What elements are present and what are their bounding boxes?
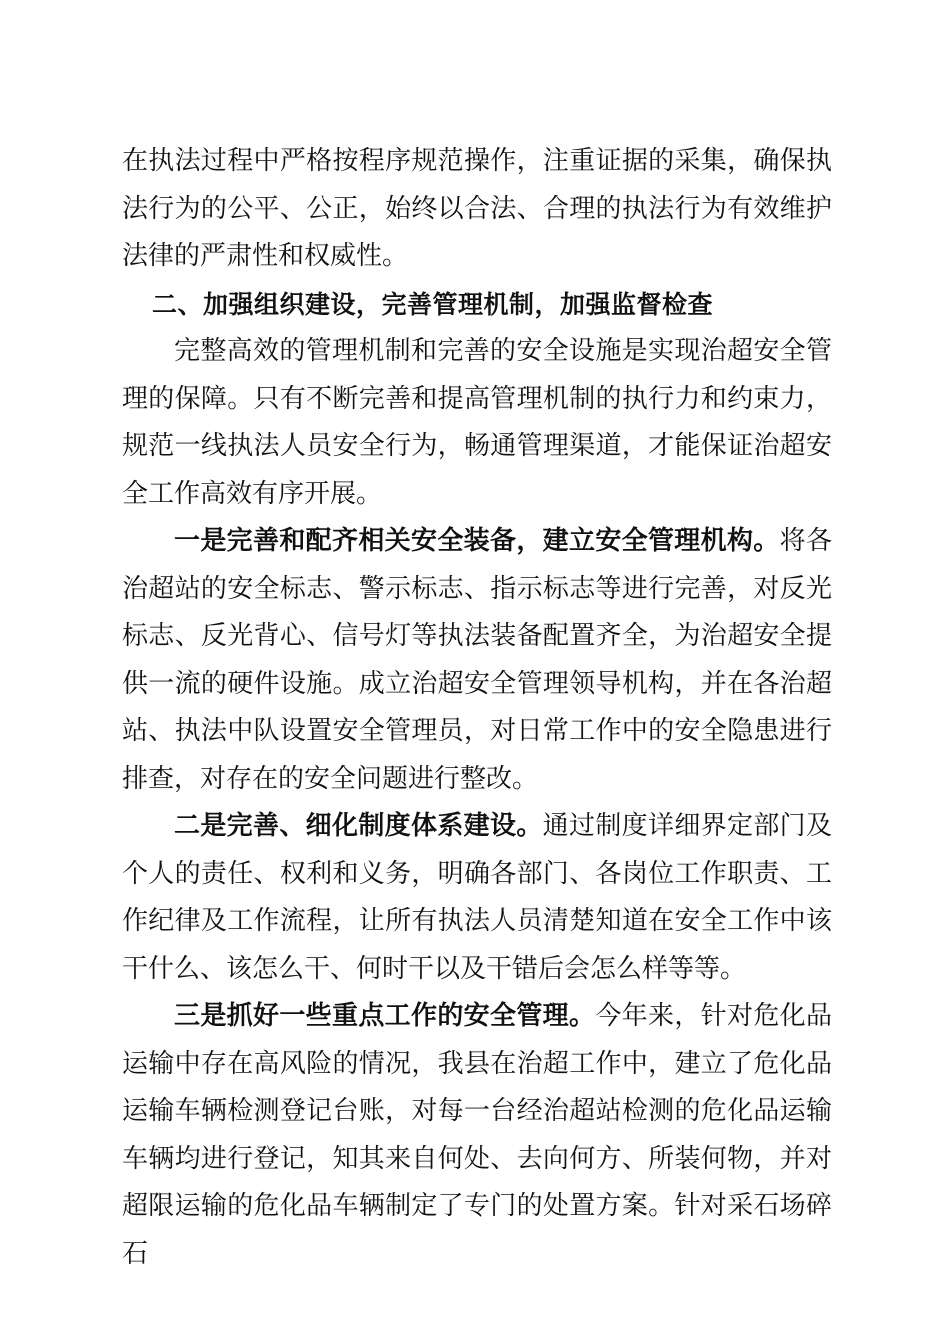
- point-one-lead: 一是完善和配齐相关安全装备，建立安全管理机构。: [174, 526, 780, 556]
- paragraph-point-one: [122, 518, 832, 803]
- paragraph-point-two: [122, 803, 832, 993]
- section-heading: 二、加强组织建设，完善管理机制，加强监督检查: [152, 289, 714, 319]
- document-page: [122, 138, 832, 1278]
- point-two-lead: 二是完善、细化制度体系建设。: [174, 811, 543, 841]
- point-three-body: 今年来，针对危化品运输中存在高风险的情况，我县在治超工作中，建立了危化品运输车辆检测登记台账，对每一台经治超站检测的危化品运输车辆均进行登记，知其来自何处、去向何方、所装何物，并对超限运输的危化品车辆制定了专门的处置方案。针对采石场碎石: [122, 1001, 832, 1269]
- paragraph-intro: 完整高效的管理机制和完善的安全设施是实现治超安全管理的保障。只有不断完善和提高管理机制的执行力和约束力，规范一线执法人员安全行为，畅通管理渠道，才能保证治超安全工作高效有序开展。: [122, 336, 832, 509]
- point-three-lead: 三是抓好一些重点工作的安全管理。: [174, 1001, 596, 1031]
- point-one-body: 将各治超站的安全标志、警示标志、指示标志等进行完善，对反光标志、反光背心、信号灯等执法装备配置齐全，为治超安全提供一流的硬件设施。成立治超安全管理领导机构，并在各治超站、执法中队设置安全管理员，对日常工作中的安全隐患进行排查，对存在的安全问题进行整改。: [122, 526, 832, 794]
- paragraph-continuation: 在执法过程中严格按程序规范操作，注重证据的采集，确保执法行为的公平、公正，始终以合法、合理的执法行为有效维护法律的严肃性和权威性。: [122, 146, 832, 271]
- paragraph-point-three: [122, 993, 832, 1278]
- point-two-body: 通过制度详细界定部门及个人的责任、权利和义务，明确各部门、各岗位工作职责、工作纪律及工作流程，让所有执法人员清楚知道在安全工作中该干什么、该怎么干、何时干以及干错后会怎么样等等。: [122, 811, 832, 984]
